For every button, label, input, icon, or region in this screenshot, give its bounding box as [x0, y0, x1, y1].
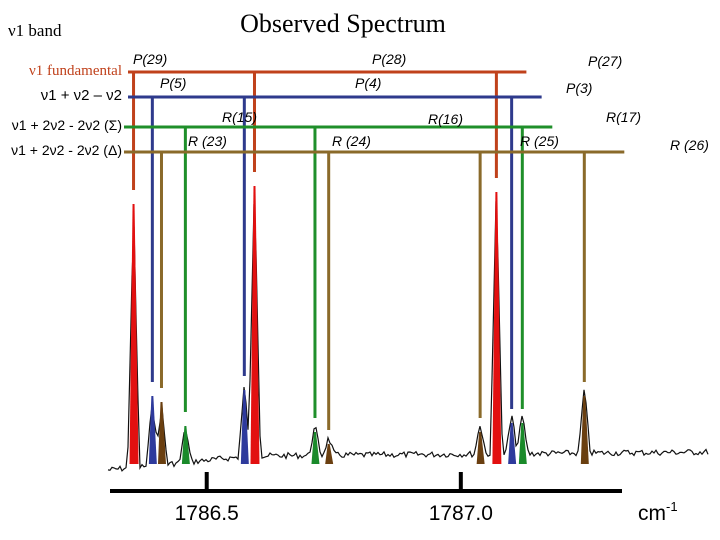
x-tick-label-1787-0: 1787.0: [428, 502, 493, 525]
peak-fills: [130, 186, 589, 464]
x-tick-label-1786-5: 1786.5: [174, 502, 239, 525]
line-label-fund-p-29: P(29): [133, 51, 168, 67]
spectrum-line: [108, 201, 708, 471]
legend-label-sigma: ν1 + 2ν2 - 2ν2 (Σ): [11, 117, 122, 133]
legend-label-hot: ν1 + ν2 – ν2: [40, 87, 122, 104]
chart-title: Observed Spectrum: [240, 9, 446, 38]
x-axis-unit-exponent: -1: [666, 499, 678, 514]
line-label-sigma-r-16: R(16): [428, 111, 464, 127]
line-annotations: [133, 51, 709, 153]
spectrum-trace: [108, 201, 708, 471]
band-label: ν1 band: [8, 21, 62, 40]
x-axis-unit-base: cm: [638, 502, 666, 525]
legend-label-delta: ν1 + 2ν2 - 2ν2 (Δ): [11, 142, 122, 158]
assignment-lines: [124, 72, 624, 430]
line-label-delta-r-26: R (26): [670, 137, 709, 153]
line-label-hot-p-3: P(3): [566, 80, 593, 96]
line-label-delta-r-24: R (24): [332, 133, 371, 149]
line-label-hot-p-5: P(5): [160, 75, 187, 91]
line-label-delta-r-23: R (23): [188, 133, 227, 149]
x-axis-unit: [638, 499, 678, 525]
line-label-delta-r-25: R (25): [520, 133, 559, 149]
line-label-fund-p-27: P(27): [588, 53, 623, 69]
line-label-fund-p-28: P(28): [372, 51, 407, 67]
line-label-sigma-r-15: R(15): [222, 109, 258, 125]
x-axis: [110, 472, 678, 525]
line-label-hot-p-4: P(4): [355, 75, 382, 91]
line-label-sigma-r-17: R(17): [606, 109, 642, 125]
legend-label-fund: ν1 fundamental: [28, 63, 122, 79]
legend: [11, 63, 122, 158]
